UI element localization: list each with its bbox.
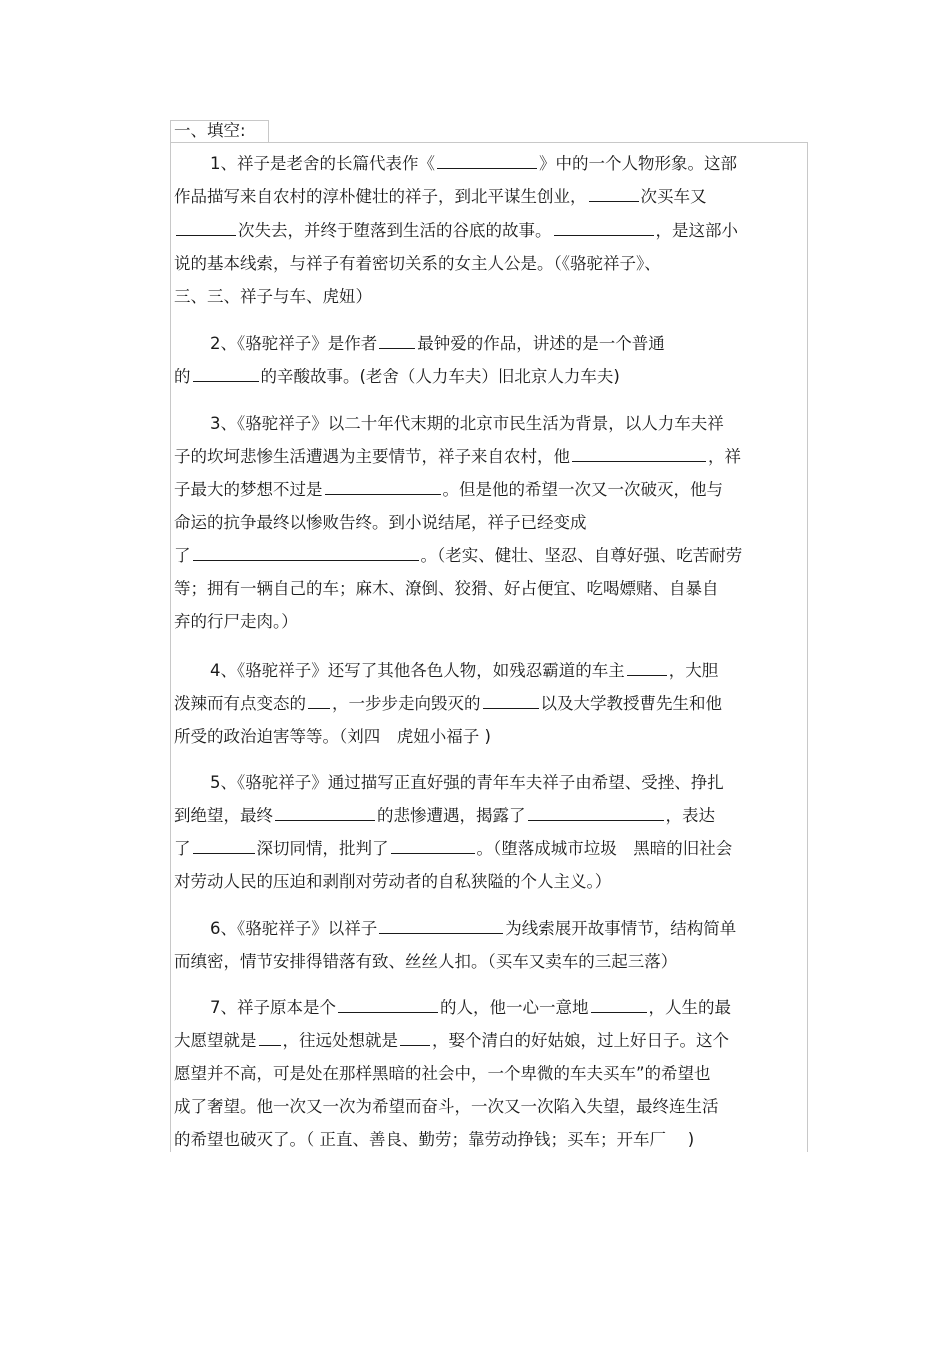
answer-blank bbox=[176, 221, 236, 236]
question-1-line-1 bbox=[210, 153, 737, 175]
question-text: ，娶个清白的好姑娘，过上好日子。这个 bbox=[432, 1031, 729, 1050]
question-6-line-1 bbox=[210, 918, 736, 940]
question-text: 弃的行尸走肉。） bbox=[174, 612, 298, 631]
frame-right-border bbox=[807, 142, 808, 1152]
question-text: 。（老实、健壮、坚忍、自尊好强、吃苦耐劳 bbox=[420, 546, 743, 565]
question-text: 大愿望就是 bbox=[174, 1031, 257, 1050]
answer-blank bbox=[259, 1031, 281, 1046]
question-text: 》中的一个人物形象。这部 bbox=[539, 154, 737, 173]
question-text: 泼辣而有点变态的 bbox=[174, 694, 306, 713]
question-text: 次失去，并终于堕落到生活的谷底的故事。 bbox=[238, 221, 552, 240]
question-text: 的 bbox=[174, 367, 191, 386]
question-4-line-2 bbox=[174, 693, 722, 715]
question-text: 深切同情，批判了 bbox=[256, 839, 389, 858]
question-text: 成了奢望。他一次又一次为希望而奋斗，一次又一次陷入失望，最终连生活 bbox=[174, 1097, 719, 1116]
question-text: 买车”的希望也 bbox=[603, 1064, 711, 1083]
question-text: 的悲惨遭遇，揭露了 bbox=[377, 806, 526, 825]
question-text: ，是这部小 bbox=[655, 221, 738, 240]
question-3-line-7 bbox=[174, 611, 298, 633]
question-6-line-2 bbox=[174, 951, 677, 973]
question-4-line-1 bbox=[210, 660, 718, 682]
answer-blank bbox=[528, 806, 664, 821]
question-text: 自私狭隘的个人主义。） bbox=[438, 872, 612, 891]
question-1-line-3 bbox=[174, 220, 738, 242]
question-text: 。但是他的希望一次又一次破灭，他与 bbox=[442, 480, 723, 499]
question-text: 最钟爱的作品，讲述的是一个普通 bbox=[417, 334, 665, 353]
question-1-line-2 bbox=[174, 186, 707, 208]
question-text: 2、《骆驼祥子》是作者 bbox=[210, 334, 378, 353]
question-text: 的辛酸故事。(老舍（人力车夫）旧北京人力车夫) bbox=[260, 367, 620, 386]
question-3-line-1 bbox=[210, 413, 724, 435]
question-text: 三、三、祥子与车、虎妞） bbox=[174, 287, 372, 306]
question-7-line-4 bbox=[174, 1096, 719, 1118]
question-text: 子最大的梦想不过是 bbox=[174, 480, 323, 499]
answer-blank bbox=[193, 367, 259, 382]
question-text: 。（《骆驼祥子》、 bbox=[537, 254, 661, 273]
question-2-line-1 bbox=[210, 333, 665, 355]
question-5-line-2 bbox=[174, 805, 715, 827]
question-text: 而缜密，情节安排得错落有致、丝丝人扣 bbox=[174, 952, 471, 971]
question-7-line-1 bbox=[210, 997, 731, 1019]
question-text: 的希望也破灭了。（ 正直、善良、勤劳；靠劳动挣钱；买车；开车厂 ) bbox=[174, 1130, 695, 1149]
question-text: 的人，他一心一意地 bbox=[440, 998, 589, 1017]
question-text: 1、祥子是老舍的长篇代表作《 bbox=[210, 154, 435, 173]
question-5-line-4 bbox=[174, 871, 611, 893]
question-text: ，往远处想就是 bbox=[282, 1031, 398, 1050]
question-1-line-5 bbox=[174, 286, 372, 308]
question-text: 所受的政治迫害等等 bbox=[174, 727, 323, 746]
question-text: 等；拥有一辆自己的车；麻木、潦倒、狡猾、好占便宜、吃喝嫖赌、自暴自 bbox=[174, 579, 719, 598]
answer-blank bbox=[591, 998, 647, 1013]
section-heading: 一、填空: bbox=[174, 121, 246, 140]
answer-blank bbox=[572, 447, 706, 462]
answer-blank bbox=[379, 334, 415, 349]
frame-left-border bbox=[170, 120, 171, 1152]
answer-blank bbox=[308, 694, 330, 709]
answer-blank bbox=[391, 839, 475, 854]
question-text: 4、《骆驼祥子》还写了其他各色人物，如残忍霸道的车主 bbox=[210, 661, 625, 680]
answer-blank bbox=[275, 806, 375, 821]
answer-blank bbox=[338, 998, 438, 1013]
question-text: 到绝望，最终 bbox=[174, 806, 273, 825]
question-2-line-2 bbox=[174, 366, 620, 388]
question-3-line-6 bbox=[174, 578, 719, 600]
answer-blank bbox=[400, 1031, 430, 1046]
answer-blank bbox=[589, 187, 639, 202]
question-text: 次买车又 bbox=[640, 187, 707, 206]
question-text: 以及大学教授曹先生和他 bbox=[540, 694, 722, 713]
question-text: 对劳动者的 bbox=[355, 872, 438, 891]
question-7-line-5 bbox=[174, 1129, 694, 1151]
question-text: 说的基本线索，与祥子有着密切关系的女主人公是 bbox=[174, 254, 537, 273]
question-text: 。（买车又卖车的三起三落） bbox=[471, 952, 678, 971]
question-5-line-3 bbox=[174, 838, 732, 860]
question-3-line-2 bbox=[174, 446, 741, 468]
question-text: 子的坎坷悲惨生活遭遇为主要情节，祥子来自农村，他 bbox=[174, 447, 570, 466]
question-7-line-3 bbox=[174, 1063, 711, 1085]
question-text: 。（刘四 虎妞小福子 ) bbox=[322, 727, 491, 746]
answer-blank bbox=[325, 480, 441, 495]
question-7-line-2 bbox=[174, 1030, 729, 1052]
question-3-line-5 bbox=[174, 545, 742, 567]
question-text: 6、《骆驼祥子》以祥子 bbox=[210, 919, 378, 938]
question-text: 3、《骆驼祥子》以二十年代末期的北京市民生活为背景，以人力车夫祥 bbox=[210, 414, 724, 433]
answer-blank bbox=[379, 919, 503, 934]
question-text: 为线索展开故事情节，结构简单 bbox=[505, 919, 737, 938]
question-text: ，人生的最 bbox=[648, 998, 731, 1017]
answer-blank bbox=[627, 661, 667, 676]
question-text: 对劳动人民的压迫和剥削 bbox=[174, 872, 356, 891]
question-3-line-4 bbox=[174, 512, 587, 534]
question-text: 作品描写来自农村的淳朴健壮的祥子，到北平谋生创业， bbox=[174, 187, 587, 206]
question-text: 5、《骆驼祥子》通过描写正直好强的青年车夫祥子由希望、受挫、挣扎 bbox=[210, 773, 724, 792]
question-text: 了 bbox=[174, 546, 191, 565]
question-text: ，一步步走向毁灭的 bbox=[332, 694, 481, 713]
question-5-line-1 bbox=[210, 772, 724, 794]
answer-blank bbox=[554, 221, 654, 236]
question-text: 命运的抗争最终以惨败告终。到小说结尾，祥子已经变成 bbox=[174, 513, 587, 532]
question-text: 。（堕落成城市垃圾 黑暗的旧社会 bbox=[476, 839, 733, 858]
answer-blank bbox=[193, 546, 419, 561]
answer-blank bbox=[193, 839, 255, 854]
question-4-line-3 bbox=[174, 726, 491, 748]
question-text: 7、祥子原本是个 bbox=[210, 998, 336, 1017]
question-text: ，祥 bbox=[708, 447, 741, 466]
question-1-line-4 bbox=[174, 253, 661, 275]
answer-blank bbox=[483, 694, 539, 709]
question-text: ，大胆 bbox=[668, 661, 719, 680]
question-text: 了 bbox=[174, 839, 191, 858]
question-3-line-3 bbox=[174, 479, 723, 501]
answer-blank bbox=[437, 154, 537, 169]
question-text: 愿望并不高，可是处在那样黑暗的社会中，一个卑微的车夫 bbox=[174, 1064, 603, 1083]
question-text: ，表达 bbox=[665, 806, 715, 825]
